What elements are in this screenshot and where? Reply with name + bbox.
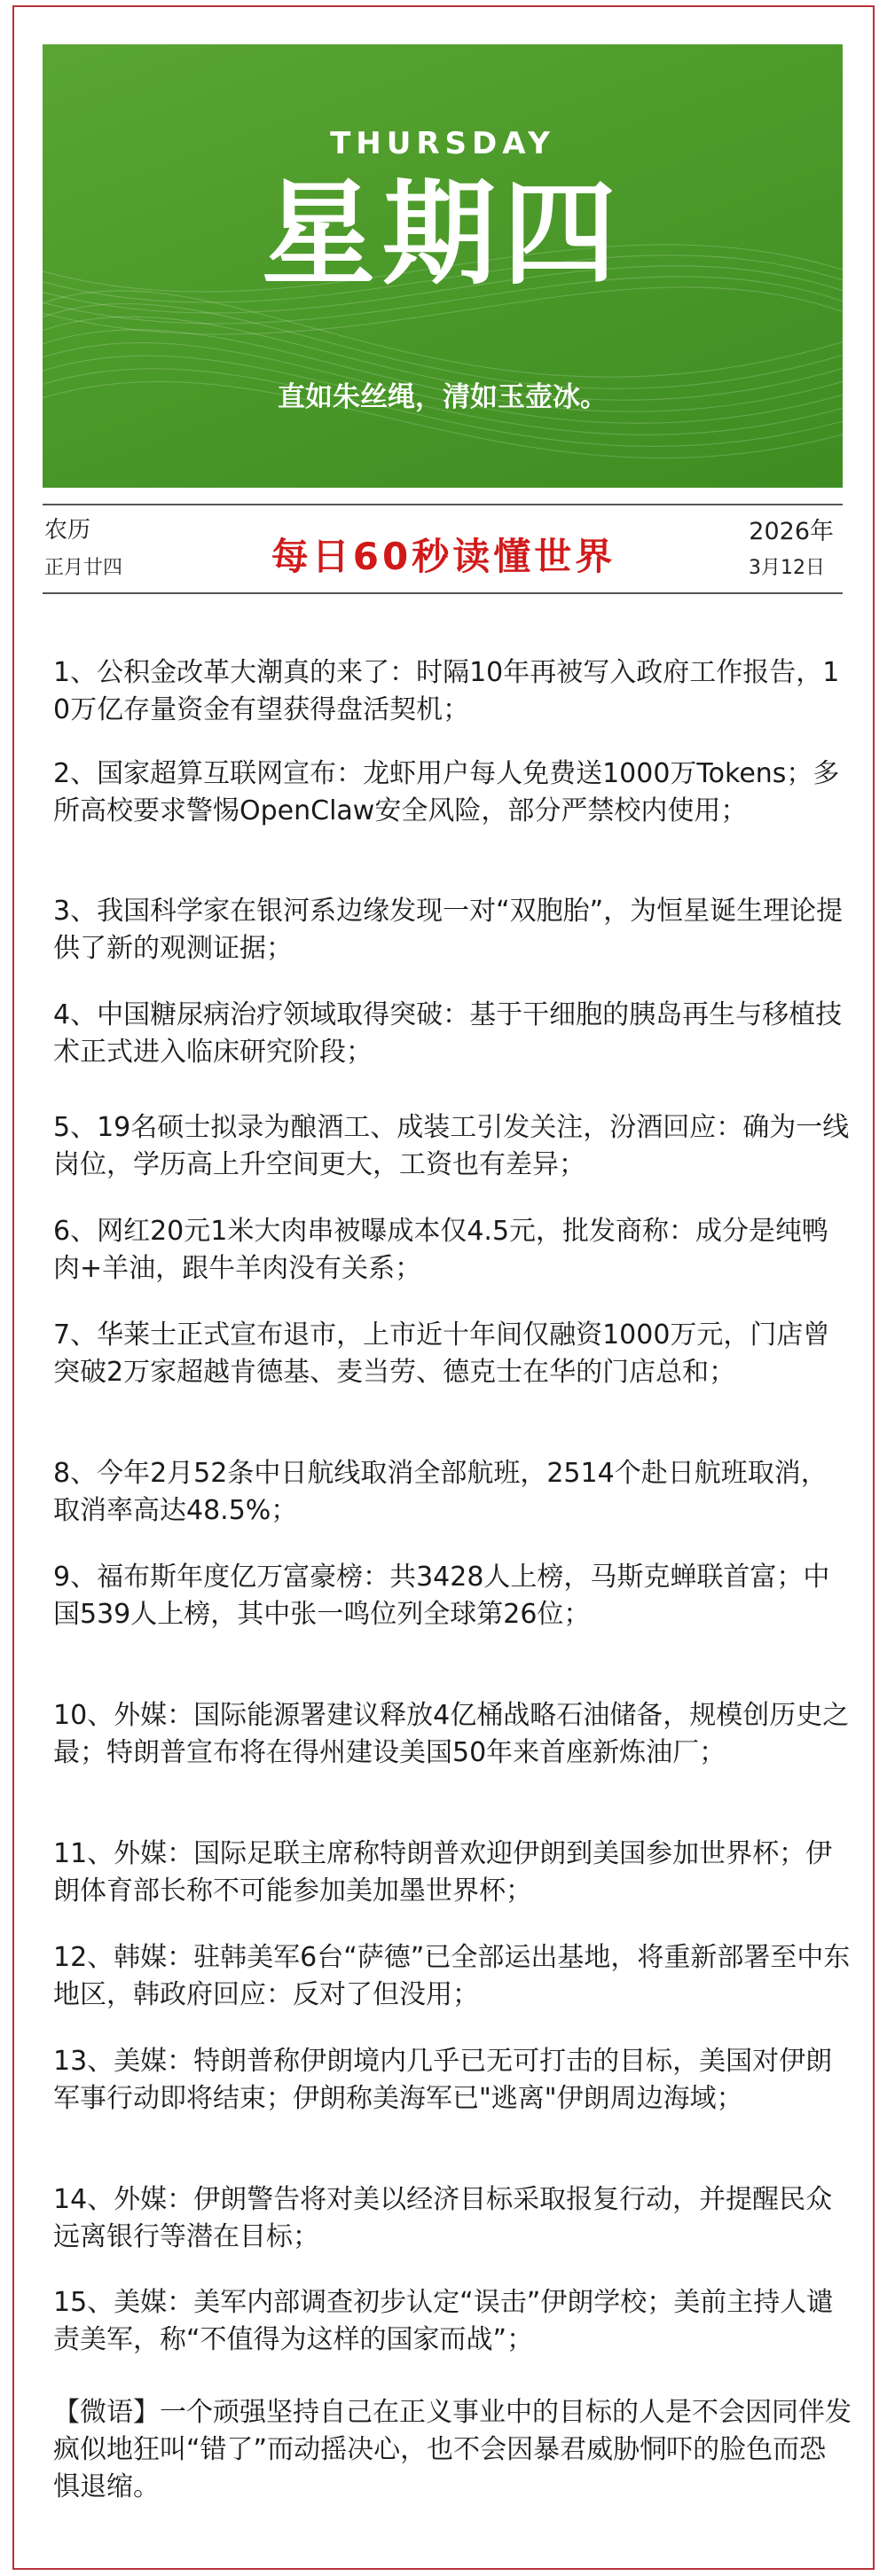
date-label: 3月12日 xyxy=(749,557,825,579)
news-item: 5、19名硕士拟录为酿酒工、成装工引发关注，汾酒回应：确为一线岗位，学历高上升空间更大，工资也有差异； xyxy=(53,1112,850,1180)
news-item: 7、华莱士正式宣布退市，上市近十年间仅融资1000万元，门店曾突破2万家超越肯德基、麦当劳、德克士在华的门店总和； xyxy=(53,1319,830,1388)
news-item: 4、中国糖尿病治疗领域取得突破：基于干细胞的胰岛再生与移植技术正式进入临床研究阶段； xyxy=(53,999,843,1068)
news-item: 2、国家超算互联网宣布：龙虾用户每人免费送1000万Tokens；多所高校要求警惕OpenClaw安全风险，部分严禁校内使用； xyxy=(53,758,840,826)
weekday-english: THURSDAY xyxy=(330,126,555,161)
daily-quote: 直如朱丝绳，清如玉壶冰。 xyxy=(278,381,608,413)
news-item: 9、福布斯年度亿万富豪榜：共3428人上榜，马斯克蝉联首富；中国539人上榜，其中张一鸣位列全球第26位； xyxy=(53,1562,830,1630)
news-item: 11、外媒：国际足联主席称特朗普欢迎伊朗到美国参加世界杯；伊朗体育部长称不可能参加美加墨世界杯； xyxy=(53,1838,833,1907)
news-item: 6、网红20元1米大肉串被曝成本仅4.5元，批发商称：成分是纯鸭肉+羊油，跟牛羊肉没有关系； xyxy=(53,1216,829,1284)
weekday-banner xyxy=(43,44,843,488)
header-top-divider xyxy=(43,504,843,505)
lunar-date: 正月廿四 xyxy=(44,557,123,579)
news-item: 3、我国科学家在银河系边缘发现一对“双胞胎”，为恒星诞生理论提供了新的观测证据； xyxy=(53,896,844,964)
news-item: 10、外媒：国际能源署建议释放4亿桶战略石油储备，规模创历史之最；特朗普宣布将在得州建设美国50年来首座新炼油厂； xyxy=(53,1700,850,1768)
year-label: 2026年 xyxy=(749,518,834,545)
header-bottom-divider xyxy=(43,592,843,594)
lunar-label: 农历 xyxy=(44,517,91,544)
news-item: 1、公积金改革大潮真的来了：时隔10年再被写入政府工作报告，10万亿存量资金有望获得盘活契机； xyxy=(53,657,840,725)
weekday-chinese: 星期四 xyxy=(261,168,624,301)
closing-quote: 【微语】一个顽强坚持自己在正义事业中的目标的人是不会因同伴发疯似地狂叫“错了”而动摇决心，也不会因暴君威胁恫吓的脸色而恐惧退缩。 xyxy=(53,2397,852,2502)
news-item: 15、美媒：美军内部调查初步认定“误击”伊朗学校；美前主持人谴责美军，称“不值得为这样的国家而战”； xyxy=(53,2287,834,2355)
news-item: 12、韩媒：驻韩美军6台“萨德”已全部运出基地，将重新部署至中东地区，韩政府回应：反对了但没用； xyxy=(53,1942,851,2010)
news-item: 14、外媒：伊朗警告将对美以经济目标采取报复行动，并提醒民众远离银行等潜在目标； xyxy=(53,2184,833,2252)
news-item: 8、今年2月52条中日航线取消全部航班，2514个赴日航班取消，取消率高达48.5%； xyxy=(53,1458,828,1526)
news-item: 13、美媒：特朗普称伊朗境内几乎已无可打击的目标，美国对伊朗军事行动即将结束；伊朗称美海军已"逃离"伊朗周边海域； xyxy=(53,2046,833,2114)
page-title: 每日60秒读懂世界 xyxy=(271,535,616,578)
